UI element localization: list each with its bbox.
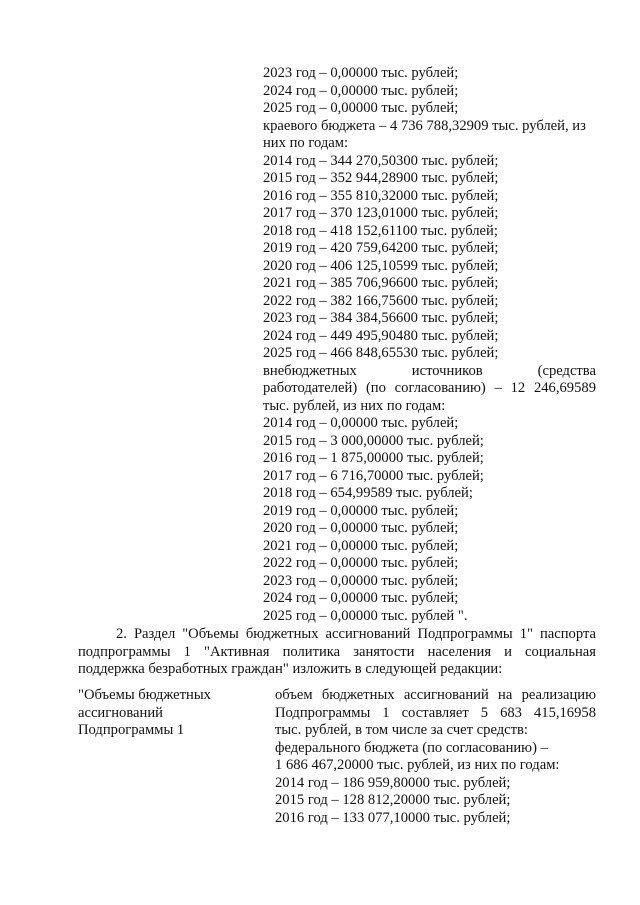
table-label-line: Подпрограммы 1 <box>78 722 185 738</box>
text-line: 2018 год – 418 152,61100 тыс. рублей; <box>263 222 498 239</box>
table-label-line: ассигнований <box>78 704 163 721</box>
text-line: 2014 год – 186 959,80000 тыс. рублей; <box>275 774 511 791</box>
text-line: краевого бюджета – 4 736 788,32909 тыс. рублей, из <box>263 117 586 134</box>
text-line: 2015 год – 352 944,28900 тыс. рублей; <box>263 170 499 186</box>
table-label-line: "Объемы бюджетных <box>78 687 211 703</box>
text-line: них по годам: <box>263 135 349 151</box>
table-right-cell <box>275 687 596 827</box>
justified-line: работодателей) (по согласованию) – 12 246,69589 <box>263 380 596 396</box>
text-line: 2019 год – 0,00000 тыс. рублей; <box>263 502 459 519</box>
text-line: 2015 год – 3 000,00000 тыс. рублей; <box>263 432 484 449</box>
funding-sources-block <box>263 65 596 625</box>
justified-line: внебюджетных источников (средства <box>263 362 596 379</box>
justified-line: объем бюджетных ассигнований на реализацию <box>275 687 596 703</box>
text-line: 2021 год – 0,00000 тыс. рублей; <box>263 537 459 554</box>
text-line: 2025 год – 0,00000 тыс. рублей; <box>263 100 459 116</box>
text-line: 2025 год – 466 848,65530 тыс. рублей; <box>263 345 499 361</box>
paragraph-line: подпрограммы 1 "Активная политика занятости населения и социальная <box>78 643 596 660</box>
text-line: 1 686 467,20000 тыс. рублей, из них по годам: <box>275 757 560 773</box>
text-line: 2025 год – 0,00000 тыс. рублей ". <box>263 607 468 624</box>
text-line: 2024 год – 449 495,90480 тыс. рублей; <box>263 327 499 344</box>
table-left-cell <box>78 687 258 740</box>
text-line: 2020 год – 0,00000 тыс. рублей; <box>263 520 459 536</box>
text-line: 2017 год – 6 716,70000 тыс. рублей; <box>263 467 484 484</box>
text-line: 2022 год – 0,00000 тыс. рублей; <box>263 555 459 571</box>
text-line: 2015 год – 128 812,20000 тыс. рублей; <box>275 792 511 808</box>
text-line: 2019 год – 420 759,64200 тыс. рублей; <box>263 240 499 256</box>
text-line: 2014 год – 0,00000 тыс. рублей; <box>263 415 459 431</box>
text-line: 2023 год – 384 384,56600 тыс. рублей; <box>263 310 499 326</box>
section-2-paragraph <box>78 626 596 679</box>
text-line: 2023 год – 0,00000 тыс. рублей; <box>263 572 459 589</box>
text-line: тыс. рублей, в том числе за счет средств: <box>275 722 528 738</box>
paragraph-line: 2. Раздел "Объемы бюджетных ассигнований Подпрограммы 1" паспорта <box>116 626 596 642</box>
text-line: 2016 год – 355 810,32000 тыс. рублей; <box>263 187 499 204</box>
text-line: 2022 год – 382 166,75600 тыс. рублей; <box>263 292 499 309</box>
justified-line: Подпрограммы 1 составляет 5 683 415,16958 <box>275 704 596 721</box>
text-line: федерального бюджета (по согласованию) – <box>275 739 548 756</box>
text-line: 2014 год – 344 270,50300 тыс. рублей; <box>263 152 499 169</box>
text-line: 2023 год – 0,00000 тыс. рублей; <box>263 65 459 81</box>
paragraph-line: поддержка безработных граждан" изложить в следующей редакции: <box>78 661 503 677</box>
text-line: 2018 год – 654,99589 тыс. рублей; <box>263 485 473 501</box>
text-line: 2016 год – 1 875,00000 тыс. рублей; <box>263 450 484 466</box>
text-line: 2016 год – 133 077,10000 тыс. рублей; <box>275 809 511 826</box>
text-line: тыс. рублей, из них по годам: <box>263 397 446 414</box>
text-line: 2021 год – 385 706,96600 тыс. рублей; <box>263 275 499 291</box>
text-line: 2017 год – 370 123,01000 тыс. рублей; <box>263 205 499 221</box>
text-line: 2024 год – 0,00000 тыс. рублей; <box>263 590 459 606</box>
text-line: 2024 год – 0,00000 тыс. рублей; <box>263 82 459 99</box>
text-line: 2020 год – 406 125,10599 тыс. рублей; <box>263 257 499 274</box>
